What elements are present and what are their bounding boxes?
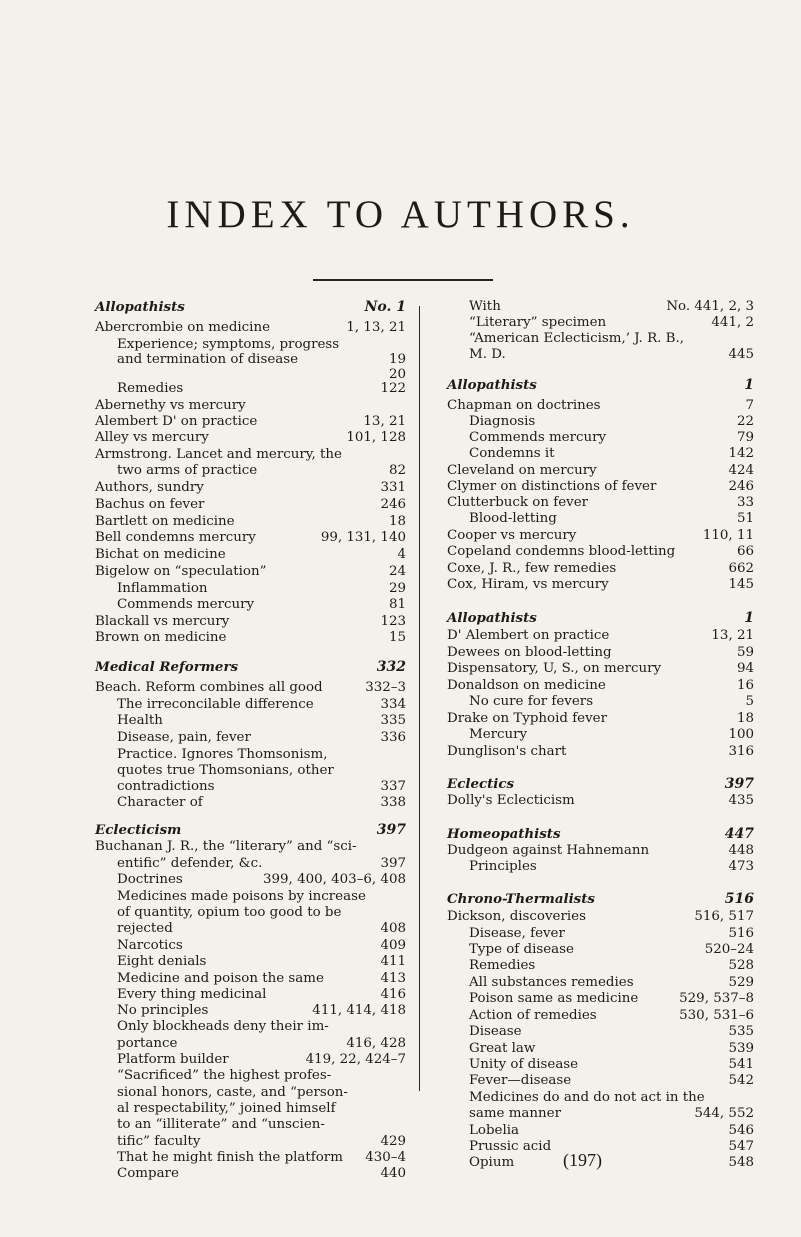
entry-page-refs: 1 (744, 610, 754, 626)
entry-text: Donaldson on medicine (447, 678, 606, 693)
entry-text: contradictions (117, 779, 215, 794)
entry-page-refs: 516 (724, 891, 754, 907)
entry-text: Disease, pain, fever (117, 730, 251, 745)
entry-page-refs: 529 (728, 975, 754, 990)
entry-page-refs: 416, 428 (346, 1036, 406, 1051)
entry-page-refs: 542 (728, 1073, 754, 1088)
entry-text: rejected (117, 921, 173, 936)
entry-page-refs: 397 (376, 822, 406, 838)
entry-text: Narcotics (117, 938, 183, 953)
entry-page-refs: 409 (380, 938, 406, 953)
entry-text: No cure for fevers (469, 694, 594, 709)
entry-page-refs: 82 (388, 463, 406, 478)
entry-page-refs: 411 (380, 954, 406, 969)
entry-page-refs: 22 (736, 414, 754, 429)
entry-text: Alley vs mercury (95, 430, 209, 445)
column-divider (419, 306, 420, 1091)
entry-page-refs: 18 (736, 711, 754, 726)
entry-page-refs: 100 (728, 727, 754, 742)
entry-page-refs: 435 (728, 793, 754, 808)
entry-text: Dewees on blood-letting (447, 645, 612, 660)
entry-page-refs: 539 (728, 1041, 754, 1056)
entry-page-refs: 408 (380, 921, 406, 936)
entry-text: Bichat on medicine (95, 547, 226, 562)
entry-text: Disease, fever (469, 926, 565, 941)
entry-page-refs: 94 (736, 661, 754, 676)
entry-text: Bigelow on “speculation” (95, 564, 267, 579)
entry-page-refs: 338 (380, 795, 406, 810)
entry-text: Platform builder (117, 1052, 229, 1067)
entry-text: Medicine and poison the same (117, 971, 324, 986)
entry-text: Cleveland on mercury (447, 463, 597, 478)
entry-page-refs: 448 (728, 843, 754, 858)
entry-text: Abernethy vs mercury (95, 398, 246, 413)
entry-page-refs: 29 (388, 581, 406, 596)
entry-page-refs: 110, 11 (702, 528, 754, 543)
entry-page-refs: 66 (736, 544, 754, 559)
entry-text: entific” defender, &c. (117, 856, 263, 871)
entry-page-refs: 548 (728, 1155, 754, 1170)
entry-text: “Literary” specimen (469, 315, 607, 330)
entry-text: Coxe, J. R., few remedies (447, 561, 617, 576)
entry-page-refs: 440 (380, 1166, 406, 1181)
entry-page-refs: 81 (388, 597, 406, 612)
entry-text: Blood-letting (469, 511, 557, 526)
entry-page-refs: 145 (728, 577, 754, 592)
entry-text: Dudgeon against Hahnemann (447, 843, 650, 858)
entry-page-refs: 122 (380, 381, 406, 396)
entry-text: Commends mercury (117, 597, 255, 612)
entry-text: Diagnosis (469, 414, 536, 429)
entry-page-refs: 416 (380, 987, 406, 1002)
entry-page-refs: 441, 2 (711, 315, 754, 330)
entry-text: Experience; symptoms, progress (117, 337, 340, 352)
entry-page-refs: 430–4 (365, 1150, 406, 1165)
entry-text: Opium (469, 1155, 515, 1170)
entry-text: The irreconcilable difference (117, 697, 314, 712)
entry-text: Disease (469, 1024, 522, 1039)
entry-page-refs: 33 (736, 495, 754, 510)
entry-page-refs: No. 1 (364, 299, 406, 315)
entry-page-refs: 20 (388, 367, 406, 382)
entry-page-refs: 399, 400, 403–6, 408 (263, 872, 406, 887)
entry-page-refs: 520–24 (704, 942, 754, 957)
entry-text: two arms of practice (117, 463, 258, 478)
entry-page-refs: 24 (388, 564, 406, 579)
entry-page-refs: 13, 21 (711, 628, 754, 643)
entry-page-refs: 7 (745, 398, 754, 413)
entry-text: Bell condemns mercury (95, 530, 256, 545)
entry-text: and termination of disease (117, 352, 299, 367)
entry-page-refs: 5 (745, 694, 754, 709)
entry-page-refs: 535 (728, 1024, 754, 1039)
entry-page-refs: No. 441, 2, 3 (666, 299, 754, 314)
entry-page-refs: 101, 128 (346, 430, 406, 445)
entry-text: Mercury (469, 727, 528, 742)
entry-text: al respectability,” joined himself (117, 1101, 336, 1116)
entry-text: No principles (117, 1003, 209, 1018)
entry-page-refs: 529, 537–8 (679, 991, 754, 1006)
entry-page-refs: 662 (728, 561, 754, 576)
page-title: INDEX TO AUTHORS. (166, 193, 635, 237)
entry-text: M. D. (469, 347, 506, 362)
entry-text: Practice. Ignores Thomsonism, (117, 747, 328, 762)
entry-text: Chrono-Thermalists (447, 891, 595, 907)
entry-text: Clymer on distinctions of fever (447, 479, 657, 494)
entry-text: Poison same as medicine (469, 991, 639, 1006)
entry-text: Clutterbuck on fever (447, 495, 589, 510)
entry-text: Only blockheads deny their im- (117, 1019, 329, 1034)
entry-text: “Sacrificed” the highest profes- (117, 1068, 332, 1083)
entry-text: Prussic acid (469, 1139, 552, 1154)
entry-page-refs: 332 (376, 659, 406, 675)
entry-page-refs: 547 (728, 1139, 754, 1154)
entry-page-refs: 413 (380, 971, 406, 986)
entry-page-refs: 445 (728, 347, 754, 362)
entry-text: tific” faculty (117, 1134, 201, 1149)
entry-text: With (469, 299, 501, 314)
entry-text: Allopathists (95, 299, 185, 315)
entry-page-refs: 397 (724, 776, 754, 792)
entry-page-refs: 516 (728, 926, 754, 941)
entry-text: Brown on medicine (95, 630, 227, 645)
entry-page-refs: 123 (380, 614, 406, 629)
entry-text: Cox, Hiram, vs mercury (447, 577, 609, 592)
entry-page-refs: 516, 517 (694, 909, 754, 924)
entry-text: of quantity, opium too good to be (117, 905, 342, 920)
entry-page-refs: 424 (728, 463, 754, 478)
entry-page-refs: 419, 22, 424–7 (305, 1052, 406, 1067)
entry-text: Bachus on fever (95, 497, 205, 512)
entry-page-refs: 1 (744, 377, 754, 393)
entry-text: Remedies (469, 958, 536, 973)
entry-text: Blackall vs mercury (95, 614, 230, 629)
entry-page-refs: 429 (380, 1134, 406, 1149)
entry-text: Cooper vs mercury (447, 528, 577, 543)
title-rule (313, 279, 493, 281)
entry-page-refs: 335 (380, 713, 406, 728)
entry-page-refs: 4 (397, 547, 406, 562)
entry-text: Alembert D' on practice (95, 414, 258, 429)
entry-text: “American Eclecticism,’ J. R. B., (469, 331, 685, 346)
entry-page-refs: 411, 414, 418 (312, 1003, 406, 1018)
page-number: (197) (563, 1150, 602, 1170)
entry-text: D' Alembert on practice (447, 628, 610, 643)
entry-page-refs: 473 (728, 859, 754, 874)
entry-text: Unity of disease (469, 1057, 579, 1072)
entry-page-refs: 332–3 (365, 680, 406, 695)
entry-page-refs: 246 (728, 479, 754, 494)
entry-text: Remedies (117, 381, 184, 396)
entry-text: Dickson, discoveries (447, 909, 586, 924)
entry-text: Abercrombie on medicine (95, 320, 271, 335)
entry-text: same manner (469, 1106, 561, 1121)
entry-text: to an “illiterate” and “unscien- (117, 1117, 325, 1132)
entry-text: Bartlett on medicine (95, 514, 235, 529)
entry-text: Medical Reformers (95, 659, 239, 675)
entry-page-refs: 16 (736, 678, 754, 693)
entry-text: sional honors, caste, and “person- (117, 1085, 348, 1100)
entry-page-refs: 59 (736, 645, 754, 660)
entry-text: Every thing medicinal (117, 987, 267, 1002)
entry-page-refs: 546 (728, 1123, 754, 1138)
entry-page-refs: 246 (380, 497, 406, 512)
entry-page-refs: 51 (736, 511, 754, 526)
entry-page-refs: 337 (380, 779, 406, 794)
entry-text: Principles (469, 859, 537, 874)
entry-page-refs: 334 (380, 697, 406, 712)
entry-page-refs: 13, 21 (363, 414, 406, 429)
entry-text: Medicines do and do not act in the (469, 1090, 705, 1105)
entry-text: Dunglison's chart (447, 744, 567, 759)
entry-page-refs: 15 (388, 630, 406, 645)
entry-text: Dispensatory, U, S., on mercury (447, 661, 662, 676)
entry-text: Authors, sundry (95, 480, 204, 495)
entry-text: Eclectics (447, 776, 515, 792)
entry-text: Condemns it (469, 446, 555, 461)
entry-text: Character of (117, 795, 203, 810)
entry-text: Fever—disease (469, 1073, 572, 1088)
entry-page-refs: 336 (380, 730, 406, 745)
entry-page-refs: 447 (724, 826, 754, 842)
entry-text: Eight denials (117, 954, 207, 969)
entry-text: Commends mercury (469, 430, 607, 445)
entry-page-refs: 530, 531–6 (679, 1008, 754, 1023)
entry-text: Inflammation (117, 581, 208, 596)
entry-text: Type of disease (469, 942, 574, 957)
entry-text: Dolly's Eclecticism (447, 793, 575, 808)
entry-text: That he might finish the platform (117, 1150, 343, 1165)
entry-text: Medicines made poisons by increase (117, 889, 366, 904)
entry-page-refs: 316 (728, 744, 754, 759)
entry-text: Copeland condemns blood-letting (447, 544, 676, 559)
entry-text: Health (117, 713, 163, 728)
entry-page-refs: 397 (380, 856, 406, 871)
entry-text: quotes true Thomsonians, other (117, 763, 334, 778)
entry-text: Eclecticism (95, 822, 182, 838)
entry-text: Doctrines (117, 872, 183, 887)
entry-text: Homeopathists (447, 826, 561, 842)
entry-text: Chapman on doctrines (447, 398, 601, 413)
entry-page-refs: 544, 552 (694, 1106, 754, 1121)
entry-text: All substances remedies (469, 975, 634, 990)
entry-text: Buchanan J. R., the “literary” and “sci- (95, 839, 357, 854)
entry-text: Allopathists (447, 377, 537, 393)
entry-text: Beach. Reform combines all good (95, 680, 323, 695)
entry-text: portance (117, 1036, 178, 1051)
entry-page-refs: 528 (728, 958, 754, 973)
entry-page-refs: 99, 131, 140 (320, 530, 406, 545)
entry-text: Armstrong. Lancet and mercury, the (95, 447, 342, 462)
entry-text: Lobelia (469, 1123, 519, 1138)
entry-page-refs: 19 (388, 352, 406, 367)
entry-text: Compare (117, 1166, 179, 1181)
entry-page-refs: 541 (728, 1057, 754, 1072)
entry-page-refs: 18 (388, 514, 406, 529)
entry-text: Great law (469, 1041, 536, 1056)
entry-page-refs: 79 (736, 430, 754, 445)
entry-text: Action of remedies (469, 1008, 597, 1023)
entry-text: Allopathists (447, 610, 537, 626)
entry-page-refs: 1, 13, 21 (346, 320, 406, 335)
entry-page-refs: 331 (380, 480, 406, 495)
entry-text: Drake on Typhoid fever (447, 711, 607, 726)
entry-page-refs: 142 (728, 446, 754, 461)
